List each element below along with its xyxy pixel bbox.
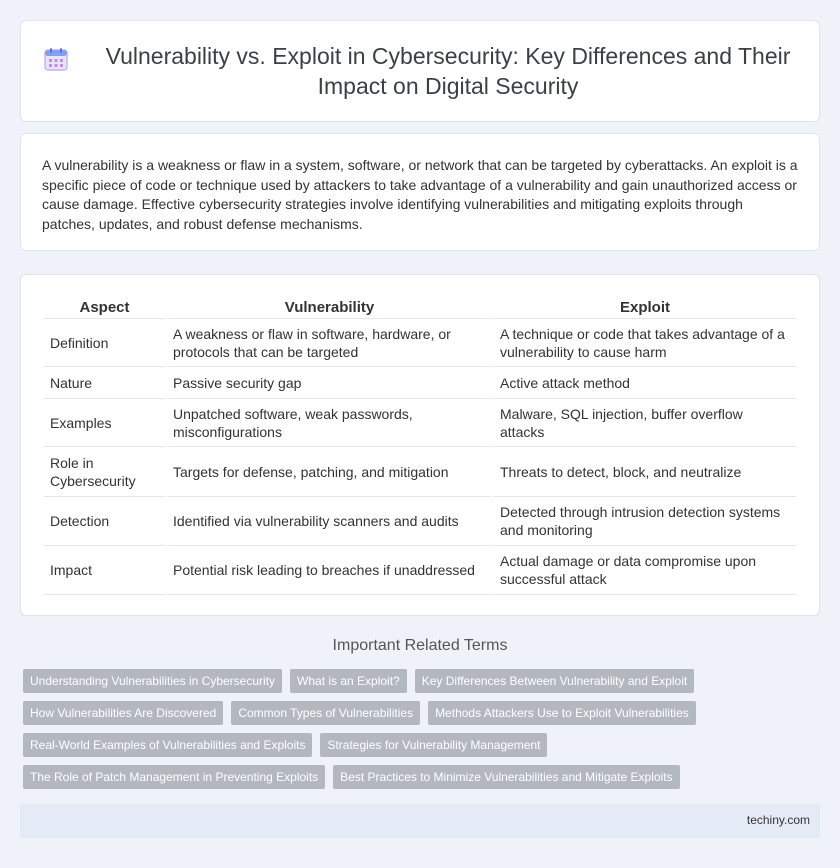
table-row <box>44 399 796 447</box>
comparison-table <box>42 295 798 595</box>
related-terms-heading: Important Related Terms <box>332 637 508 654</box>
table-row <box>44 319 796 367</box>
related-term-link[interactable]: What is an Exploit? <box>290 669 407 693</box>
related-term-link[interactable]: Real-World Examples of Vulnerabilities and Exploits <box>23 733 312 757</box>
vulnerability-cell: Unpatched software, weak passwords, misconfigurations <box>167 399 492 447</box>
exploit-cell: Actual damage or data compromise upon successful attack <box>494 546 796 595</box>
related-term-link[interactable]: Key Differences Between Vulnerability and Exploit <box>415 669 694 693</box>
table-row <box>44 497 796 546</box>
intro-paragraph: A vulnerability is a weakness or flaw in a system, software, or network that can be targeted by cyberattacks. An exploit is a specific piece of code or technique used by attackers to take advantage of a vulnerability and gain unauthorized access or cause damage. Effective cybersecurity strategies involve identifying vulnerabilities and mitigating exploits through patches, updates, and robust defense mechanisms. <box>42 157 798 232</box>
aspect-cell: Detection <box>44 497 165 546</box>
vulnerability-cell: Passive security gap <box>167 367 492 399</box>
related-term-link[interactable]: Methods Attackers Use to Exploit Vulnerabilities <box>428 701 696 725</box>
vulnerability-cell: Identified via vulnerability scanners and audits <box>167 497 492 546</box>
intro-card <box>20 133 820 251</box>
related-term-link[interactable]: Strategies for Vulnerability Management <box>320 733 547 757</box>
vulnerability-cell: Potential risk leading to breaches if unaddressed <box>167 546 492 595</box>
related-term-link[interactable]: Understanding Vulnerabilities in Cybersecurity <box>23 669 282 693</box>
comparison-card <box>20 274 820 616</box>
vulnerability-cell: Targets for defense, patching, and mitigation <box>167 447 492 497</box>
header-aspect: Aspect <box>44 295 165 319</box>
aspect-cell: Definition <box>44 319 165 367</box>
exploit-cell: Detected through intrusion detection systems and monitoring <box>494 497 796 546</box>
footer <box>20 804 820 838</box>
related-term-link[interactable]: The Role of Patch Management in Preventing Exploits <box>23 765 325 789</box>
related-term-link[interactable]: Common Types of Vulnerabilities <box>231 701 420 725</box>
table-row <box>44 447 796 497</box>
table-row <box>44 367 796 399</box>
exploit-cell: Malware, SQL injection, buffer overflow attacks <box>494 399 796 447</box>
title-card <box>20 20 820 122</box>
related-term-link[interactable]: How Vulnerabilities Are Discovered <box>23 701 223 725</box>
header-vulnerability: Vulnerability <box>167 295 492 319</box>
exploit-cell: A technique or code that takes advantage of a vulnerability to cause harm <box>494 319 796 367</box>
aspect-cell: Impact <box>44 546 165 595</box>
table-row <box>44 546 796 595</box>
related-term-link[interactable]: Best Practices to Minimize Vulnerabilities and Mitigate Exploits <box>333 765 679 789</box>
table-header-row <box>44 295 796 319</box>
exploit-cell: Active attack method <box>494 367 796 399</box>
aspect-cell: Examples <box>44 399 165 447</box>
page-title: Vulnerability vs. Exploit in Cybersecurity: Key Differences and Their Impact on Digital Security <box>105 43 791 99</box>
exploit-cell: Threats to detect, block, and neutralize <box>494 447 796 497</box>
calendar-icon <box>43 47 69 73</box>
vulnerability-cell: A weakness or flaw in software, hardware, or protocols that can be targeted <box>167 319 492 367</box>
aspect-cell: Role in Cybersecurity <box>44 447 165 497</box>
footer-site-link[interactable]: techiny.com <box>746 813 810 827</box>
related-terms-list <box>23 669 813 797</box>
header-exploit: Exploit <box>494 295 796 319</box>
aspect-cell: Nature <box>44 367 165 399</box>
